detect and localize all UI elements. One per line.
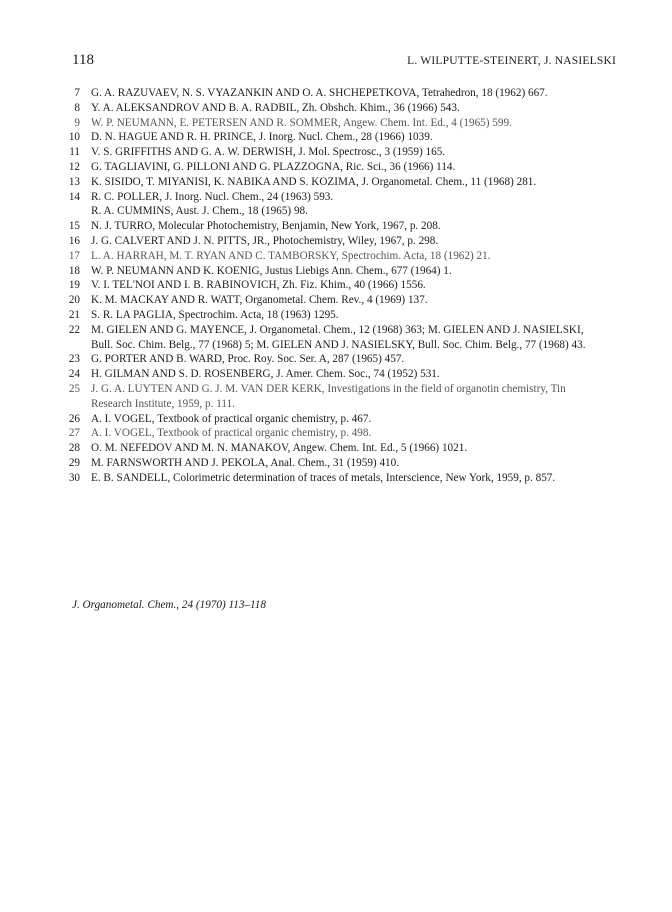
reference-number: 14 — [68, 190, 80, 203]
reference-number: 30 — [68, 471, 80, 484]
reference-text-continued: Research Institute, 1959, p. 111. — [91, 397, 235, 410]
reference-text-continued: Bull. Soc. Chim. Belg., 77 (1968) 5; M. GIELEN AND J. NASIELSKY, Bull. Soc. Chim. Belg., 77 (1968) 43. — [91, 338, 586, 351]
reference-number: 27 — [68, 427, 80, 440]
reference-item — [62, 249, 622, 264]
reference-number: 13 — [68, 175, 80, 188]
reference-text: M. GIELEN AND G. MAYENCE, J. Organometal. Chem., 12 (1968) 363; M. GIELEN AND J. NASIELSKI, — [91, 323, 584, 336]
reference-item — [62, 264, 622, 279]
reference-number: 11 — [69, 146, 80, 159]
reference-text: G. TAGLIAVINI, G. PILLONI AND G. PLAZZOGNA, Ric. Sci., 36 (1966) 114. — [91, 160, 456, 173]
reference-number: 18 — [68, 264, 80, 277]
reference-text: A. I. VOGEL, Textbook of practical organic chemistry, p. 467. — [91, 412, 372, 425]
reference-item — [62, 412, 622, 427]
reference-text: N. J. TURRO, Molecular Photochemistry, Benjamin, New York, 1967, p. 208. — [91, 220, 441, 233]
reference-item — [62, 426, 622, 441]
reference-number: 22 — [68, 323, 80, 336]
reference-number: 15 — [68, 220, 80, 233]
reference-item — [62, 190, 622, 220]
reference-item — [62, 130, 622, 145]
reference-item — [62, 308, 622, 323]
reference-item — [62, 234, 622, 249]
running-head: L. WILPUTTE-STEINERT, J. NASIELSKI — [407, 55, 616, 67]
reference-text: E. B. SANDELL, Colorimetric determination of traces of metals, Interscience, New York, 1959, p. 857. — [91, 471, 556, 484]
reference-text: K. SISIDO, T. MIYANISI, K. NABIKA AND S. KOZIMA, J. Organometal. Chem., 11 (1968) 281. — [91, 175, 537, 188]
reference-text: G. A. RAZUVAEV, N. S. VYAZANKIN AND O. A. SHCHEPETKOVA, Tetrahedron, 18 (1962) 667. — [91, 87, 548, 99]
reference-text: J. G. A. LUYTEN AND G. J. M. VAN DER KERK, Investigations in the field of organotin chemistry, Tin — [91, 382, 566, 395]
page-number: 118 — [72, 52, 94, 68]
reference-text: L. A. HARRAH, M. T. RYAN AND C. TAMBORSKY, Spectrochim. Acta, 18 (1962) 21. — [91, 249, 491, 262]
reference-text: J. G. CALVERT AND J. N. PITTS, JR., Photochemistry, Wiley, 1967, p. 298. — [91, 234, 439, 247]
reference-item — [62, 441, 622, 456]
reference-item — [62, 160, 622, 175]
reference-text: A. I. VOGEL, Textbook of practical organic chemistry, p. 498. — [91, 427, 372, 440]
reference-number: 25 — [68, 382, 80, 395]
reference-item — [62, 86, 622, 101]
reference-number: 26 — [68, 412, 80, 425]
journal-citation-footer: J. Organometal. Chem., 24 (1970) 113–118 — [72, 599, 266, 611]
reference-item — [62, 101, 622, 116]
reference-text: V. S. GRIFFITHS AND G. A. W. DERWISH, J. Mol. Spectrosc., 3 (1959) 165. — [91, 146, 446, 159]
reference-text: H. GILMAN AND S. D. ROSENBERG, J. Amer. Chem. Soc., 74 (1952) 531. — [91, 368, 440, 381]
reference-item — [62, 145, 622, 160]
reference-text-continued: R. A. CUMMINS, Aust. J. Chem., 18 (1965) 98. — [91, 205, 308, 218]
reference-item — [62, 323, 622, 353]
reference-text: G. PORTER AND B. WARD, Proc. Roy. Soc. Ser. A, 287 (1965) 457. — [91, 353, 405, 366]
reference-list — [62, 86, 622, 486]
reference-number: 21 — [68, 308, 80, 321]
reference-item — [62, 219, 622, 234]
reference-number: 19 — [68, 279, 80, 292]
reference-item — [62, 456, 622, 471]
reference-text: W. P. NEUMANN, E. PETERSEN AND R. SOMMER, Angew. Chem. Int. Ed., 4 (1965) 599. — [91, 116, 512, 129]
reference-text: V. I. TEL'NOI AND I. B. RABINOVICH, Zh. Fiz. Khim., 40 (1966) 1556. — [91, 279, 426, 292]
reference-text: K. M. MACKAY AND R. WATT, Organometal. Chem. Rev., 4 (1969) 137. — [91, 294, 428, 307]
reference-number: 10 — [68, 131, 80, 144]
reference-number: 24 — [68, 368, 80, 381]
reference-number: 12 — [68, 160, 80, 173]
reference-item — [62, 116, 622, 131]
reference-number: 20 — [68, 294, 80, 307]
reference-number: 7 — [74, 87, 80, 99]
reference-text: S. R. LA PAGLIA, Spectrochim. Acta, 18 (1963) 1295. — [91, 308, 339, 321]
reference-number: 9 — [74, 116, 80, 129]
reference-number: 28 — [68, 442, 80, 455]
reference-item — [62, 293, 622, 308]
reference-text: R. C. POLLER, J. Inorg. Nucl. Chem., 24 (1963) 593. — [91, 190, 334, 203]
reference-number: 23 — [68, 353, 80, 366]
reference-item — [62, 382, 622, 412]
reference-number: 17 — [68, 249, 80, 262]
reference-text: O. M. NEFEDOV AND M. N. MANAKOV, Angew. Chem. Int. Ed., 5 (1966) 1021. — [91, 442, 468, 455]
reference-item — [62, 352, 622, 367]
reference-item — [62, 367, 622, 382]
reference-text: Y. A. ALEKSANDROV AND B. A. RADBIL, Zh. Obshch. Khim., 36 (1966) 543. — [91, 101, 460, 114]
reference-item — [62, 175, 622, 190]
reference-number: 29 — [68, 456, 80, 469]
reference-text: W. P. NEUMANN AND K. KOENIG, Justus Liebigs Ann. Chem., 677 (1964) 1. — [91, 264, 452, 277]
reference-text: D. N. HAGUE AND R. H. PRINCE, J. Inorg. Nucl. Chem., 28 (1966) 1039. — [91, 131, 433, 144]
reference-number: 8 — [74, 101, 80, 114]
reference-item — [62, 471, 622, 486]
reference-number: 16 — [68, 234, 80, 247]
reference-item — [62, 278, 622, 293]
reference-text: M. FARNSWORTH AND J. PEKOLA, Anal. Chem., 31 (1959) 410. — [91, 456, 400, 469]
